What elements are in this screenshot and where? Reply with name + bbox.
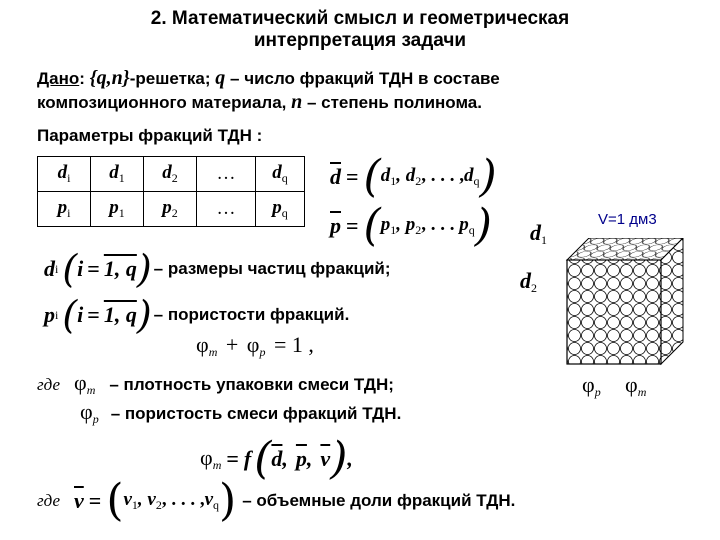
where-line-2: $\varphi_p$ – пористость смеси фракций ТДН. [80,399,402,426]
title-line-2: интерпретация задачи [253,30,467,51]
table-cell: $p_2$ [144,192,197,227]
given-q-text: – число фракций ТДН в составе [230,69,500,88]
given-line-2 [37,91,482,114]
given-line-1: Дано: {q,n}-решетка; q – число фракций ТДН в составе [37,67,500,89]
paren-right: ) [474,200,492,251]
packing-cube [555,238,685,366]
title-line-1: 2. Математический смысл и геометрическая [150,8,570,29]
given-q: q [215,67,226,89]
vector-d-lhs: $\overline{d}$ [330,164,341,189]
where-line-3: где $\overline{v}$ = ( $v_1$, $v_2$, . . . $,v_q$ ) – объемные доли фракций ТДН. [37,475,516,526]
given-line2-start: композиционного материала, [37,93,287,112]
paren-left: ( [363,151,381,202]
params-heading: Параметры фракций ТДН : [37,126,263,145]
cube-label-d1: $d_1$ [530,220,547,247]
paren-right: ) [479,151,497,202]
given-lattice: -решетка; [129,69,211,88]
table-cell: $p_q$ [256,192,305,227]
vector-p-lhs: $\overline{p}$ [330,213,341,238]
params-table [37,156,305,227]
volume-label: V=1 дм3 [598,211,657,228]
where-line-1: где $\varphi_m$ – плотность упаковки смеси ТДН; [37,370,394,397]
given-set: {q,n} [89,67,130,89]
given-n-text: – степень полинома. [306,93,482,112]
paren-left: ( [363,200,381,251]
cube-front-face [567,260,661,364]
cube-label-phi-m: $\varphi_m$ [625,372,647,399]
table-cell: $d_1$ [91,157,144,192]
cube-side-face [661,238,683,364]
table-cell: $d_q$ [256,157,305,192]
cube-label-phi-p: $\varphi_p$ [582,372,601,399]
pi-text: – пористости фракций. [153,305,350,324]
where-label: где [37,375,60,394]
vector-d-equation: $\overline{d}$ = ( $d_1$, $d_2$, . . . $,d_q$ ) [330,151,497,202]
table-row-p [38,192,305,227]
where-label: где [37,491,60,510]
table-cell: $d_i$ [38,157,91,192]
table-row-d [38,157,305,192]
cube-label-d2: $d_2$ [520,268,537,295]
given-n: n [291,91,303,113]
di-text: – размеры частиц фракций; [153,259,391,278]
di-line: d i ( i = 1, q ) – размеры частиц фракций; [44,247,391,291]
table-cell: $p_1$ [91,192,144,227]
table-cell: $d_2$ [144,157,197,192]
vector-p-equation: $\overline{p}$ = ( $p_1$, $p_2$, . . . $p_q$ ) [330,200,492,251]
given-label: Дано [37,69,80,88]
table-cell: … [197,192,256,227]
table-cell: $p_i$ [38,192,91,227]
pi-line: p i ( i = 1, q ) – пористости фракций. [44,293,350,337]
phi-sum-equation: $\varphi_m + \varphi_p = 1$ , [196,332,314,359]
function-equation: $\varphi_m$ = f ( $\overline{d}$ , $\overline{p}$ , $\overline{v}$ ) , [200,433,353,484]
slide-title [0,8,720,52]
table-cell: … [197,157,256,192]
